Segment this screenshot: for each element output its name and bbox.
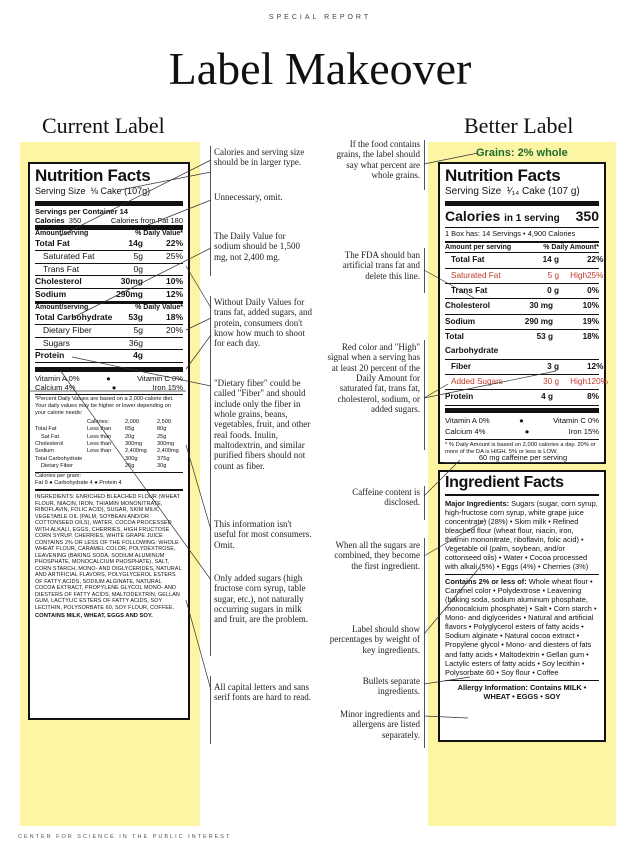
calories-value: 350 (575, 208, 599, 224)
nutrient-dv (161, 350, 183, 362)
iron: Iron 15% (568, 426, 599, 436)
minor-ingredients-text: Whole wheat flour • Caramel color • Polydextrose • Leavening (baking soda, sodium aluminum phosphate, monocalcium phosphate) • Salt • Corn starch • Mono- and diglycerides • Natural and artificial flavors • Polyglycerol esters of fatty acids • Sodium alginate • Natural cocoa extract • Propylene glycol • Mono- and diesters of fats and fatty acids • Maltodextrin • Gellan gum • Lactylic esters of fatty acids • Soy lecithin • Polysorbate 60 • Soy flour • Coffee (445, 577, 597, 677)
ingredient-facts-title: Ingredient Facts (445, 474, 564, 491)
nutrient-high (559, 360, 587, 374)
grains-badge: Grains: 2% whole (476, 147, 568, 159)
nutrient-amount: 30 g (543, 377, 559, 387)
nutrient-high (559, 253, 587, 267)
nutrient-name: Sugars (43, 337, 70, 348)
nutrient-row (445, 390, 599, 405)
better-label-heading: Better Label (464, 113, 574, 138)
dv-table-row (35, 426, 183, 433)
nutrient-dv: 22% (165, 238, 183, 249)
note-sodium-dv: The Daily Value for sodium should be 1,500 mg, not 2,400 mg. (214, 231, 301, 262)
calories-label: Calories (35, 215, 65, 225)
dv-table-cell: Less than (87, 448, 112, 455)
serving-size-value: ¹⁄₁₄ Cake (107 g) (506, 186, 580, 197)
dv-table-cell: 80g (157, 426, 167, 433)
nutrient-amount: 3 g (547, 361, 559, 371)
nutrient-row (35, 338, 183, 351)
nutrient-row (35, 238, 183, 251)
dv-table-cell: Less than (87, 441, 112, 448)
note-unnecessary: Unnecessary, omit. (214, 192, 283, 202)
nutrient-amount: 4 g (541, 392, 553, 402)
serving-size-value: ⅛ Cake (107g) (90, 186, 151, 196)
nutrient-high (553, 390, 581, 404)
dv-table-header (35, 419, 183, 426)
note-dietary-fiber: "Dietary fiber" could be called "Fiber" and should include only the fiber in whole grains, beans, vegetables, fruit, and other real foods. Inulin, maltodextrin, and similar purified fibers should not count as fiber. (214, 378, 311, 471)
calcium: Calcium 4% (35, 383, 76, 393)
dv-table-cell (35, 419, 87, 426)
nutrient-name: Total Fat (35, 238, 70, 249)
divider (424, 140, 425, 190)
nutrient-amount: 53g (128, 312, 143, 323)
calories-per-gram: Calories per gram: (35, 473, 82, 480)
dv-table-cell: 2,400mg (125, 448, 147, 455)
contains-statement: CONTAINS MILK, WHEAT, EGGS AND SOY. (35, 613, 153, 620)
nutrient-amount: 4g (133, 350, 143, 361)
divider (210, 676, 211, 744)
calcium: Calcium 4% (445, 426, 486, 436)
pct-daily-value: % Daily Value* (135, 229, 183, 237)
pct-daily-value: % Daily Value* (135, 303, 183, 311)
dv-table-cell: 2,500 (157, 419, 171, 426)
nutrient-dv: 20% (165, 324, 183, 335)
amount-per-serving: Amount/serving (35, 229, 89, 237)
nutrient-dv: 19% (582, 316, 599, 326)
note-capital-letters: All capital letters and sans serif fonts are hard to read. (214, 682, 311, 703)
calories-per-gram-values: Fat 9 ● Carbohydrate 4 ● Protein 4 (35, 479, 122, 486)
nutrient-row (35, 264, 183, 277)
nutrient-amount: 290mg (116, 289, 143, 300)
nutrient-amount: 14g (128, 238, 143, 249)
vitamin-c: Vitamin C 0% (553, 415, 599, 425)
better-nutrition-label: Nutrition Facts Serving Size ¹⁄₁₄ Cake (107 g) Calories in 1 serving 350 1 Box has: 14 Servings • 4,900 Calories Amount per serving % Daily Amount* Total Fat 14 g 22% Saturated Fat 5 g High 25% Trans Fat 0 g 0% Cholesterol 30 mg 10% Sodium 290 mg 19% Total Carbohydrate 53 g 18% Fiber 3 g 12% Added Sugars 30 g High 120% Protein 4 g 8% Vitamin A 0% ● Vitamin C 0% Calcium 4% ● Iron 15% * % Daily Amount is based on 2,000 calories a day. 20% or more of the DA is HIGH. 5% or less is LOW. (438, 162, 606, 464)
divider (210, 146, 211, 276)
nutrient-name: Trans Fat (451, 285, 488, 295)
servings-per-container: Servings per Container 14 (35, 206, 128, 216)
nutrient-amount: 14 g (542, 255, 559, 265)
dv-table-cell: 300mg (157, 441, 175, 448)
nutrient-name: Sodium (35, 289, 67, 300)
iron: Iron 15% (152, 383, 183, 393)
nutrient-row (445, 360, 604, 375)
nutrient-row (445, 253, 604, 268)
nutrient-row (35, 350, 183, 363)
nutrient-row (35, 276, 183, 289)
dv-table-cell: 2,400mg (157, 448, 179, 455)
current-nutrition-label: Nutrition Facts Serving Size ⅛ Cake (107g) Servings per Container 14 Calories 350 Calories from Fat 180 Amount/serving % Daily Value* Total Fat 14g 22% Saturated Fat 5g 25% Trans Fat 0g Cholesterol 30mg 10% Sodium 290mg 12% Amount/serving % Daily Value* Total Carbohydrate 53g 18% Dietary Fiber 5g 20% Sugars 36g Protein 4g Vitamin A 0% ● Vitamin C 0% Calcium 4% ● Iron 15% *Percent Daily Values are based on a 2,000-calorie diet. Your daily values may be higher or lower depending on your calorie needs: Calories: 2,000 2,500 Total Fat Less than 65g 80g Sat Fat Less than 20g 25g Cholesterol Less than 300mg 300mg Sodium Less than 2,400mg 2,400mg Total Carbohydrate 300g 375g Dietary Fiber 25g 30g Calories per gram: Fat 9 ● Carbohydrate 4 ● Protein 4 INGREDIENTS: ENRICHED BLEACHED FLOUR (WHEAT FLOUR, NIACIN, IRON, THIAMIN MONONITRATE, RIBOFLAVIN, FOLIC ACID), SUGAR, SKIM MILK, VEGETABLE OIL (PALM, SOYBEAN AND/OR COTTONSEED OILS), WATER, COCOA PROCESSED WITH ALKALI, EGGS, CHERRIES, HIGH FRUCTOSE CORN SYRUP, CHERRIES, WHITE GRAPE JUICE CONTAINS 2% OR LESS OF THE FOLLOWING: WHOLE WHEAT FLOUR, CARAMEL COLOR, POLYDEXTROSE, LEAVENING (BAKING SODA, SODIUM ALUMINUM PHOSPHATE, MONOCALCIUM PHOSPHATE), SALT, CORN STARCH, MONO- AND DIGLYCERIDES, NATURAL AND ARTIFICIAL FLAVORS, POLYGLYCEROL ESTERS OF FATTY ACIDS, SODIUM ALGINATE, NATURAL COCOA EXTRACT, PROPYLENE GLYCOL MONO- AND DIESTERS OF FATTY ACIDS, MALTODEXTRIN, GELLAN GUM, LACTYLIC ESTERS OF FATTY ACIDS, SOY LECITHIN, POLYSORBATE 60, SOY FLOUR, COFFEE. CONTAINS MILK, WHEAT, EGGS AND SOY. (28, 162, 190, 720)
dv-table-cell: 30g (157, 462, 167, 469)
nutrient-dv: 8% (587, 392, 599, 402)
calories-in-serving: in 1 serving (504, 213, 560, 224)
calories-value: 350 (68, 215, 82, 225)
dv-table-row (35, 434, 183, 441)
dv-table-cell: 2,000 (125, 419, 139, 426)
dv-table-cell: Total Fat (35, 426, 57, 433)
dv-table-cell: Calories: (87, 419, 110, 426)
note-percentages: Label should show percentages by weight of key ingredients. (329, 624, 420, 655)
nutrient-name: Total Fat (451, 255, 485, 265)
note-daily-values: Without Daily Values for trans fat, added sugars, and protein, consumers don't know how much to shoot for each day. (214, 297, 312, 349)
nutrient-name: Saturated Fat (43, 250, 95, 261)
note-omit-info: This information isn't useful for most consumers. Omit. (214, 519, 312, 550)
vitamin-a: Vitamin A 0% (35, 374, 80, 384)
nutrient-name: Cholesterol (35, 276, 82, 287)
nutrient-amount: 5g (133, 250, 143, 261)
dv-table-row (35, 456, 183, 463)
current-label-heading: Current Label (42, 113, 165, 138)
dv-table-cell: Dietary Fiber (41, 462, 74, 469)
note-red-high: Red color and "High" signal when a serving has at least 20 percent of the Daily Amount for saturated fat, trans fat, cholesterol, sodium, or added sugars. (327, 342, 420, 415)
nutrient-row (445, 315, 599, 330)
dv-footnote: *Percent Daily Values are based on a 2,000-calorie diet. Your daily values may be higher or lower depending on your calorie needs: (35, 396, 174, 417)
divider (210, 296, 211, 656)
nutrient-dv: 18% (165, 312, 183, 323)
dv-table-cell: 300mg (125, 441, 143, 448)
minor-ingredients-label: Contains 2% or less of: (445, 577, 527, 587)
nutrient-row (35, 251, 183, 264)
nutrient-amount: 290 mg (524, 316, 553, 326)
note-caffeine: Caffeine content is disclosed. (352, 487, 420, 508)
nutrient-name: Added Sugars (451, 377, 503, 387)
nutrient-high (553, 330, 581, 359)
nutrient-dv: 120% (587, 377, 608, 387)
vitamin-c: Vitamin C 0% (137, 374, 183, 384)
nutrient-name: Total Carbohydrate (35, 312, 113, 323)
divider (424, 538, 425, 748)
nutrient-high: High (570, 270, 587, 280)
nutrient-dv: 12% (587, 361, 604, 371)
dv-table-cell: 25g (125, 462, 135, 469)
note-calories-serving: Calories and serving size should be in larger type. (214, 147, 305, 168)
pct-daily-amount: % Daily Amount* (543, 243, 599, 251)
dv-table-cell: Sodium (35, 448, 54, 455)
nutrient-name: Trans Fat (43, 263, 80, 274)
nutrient-high (553, 299, 581, 313)
nutrient-name: Protein (445, 392, 474, 402)
note-added-sugars: Only added sugars (high fructose corn syrup, table sugar, etc.), not naturally occurring sugars in milk and fruit, are the problem. (214, 573, 308, 625)
nutrient-dv: 0% (587, 285, 599, 295)
major-ingredients-label: Major Ingredients: (445, 499, 510, 508)
allergy-label: Allergy Information: (457, 682, 528, 692)
nutrient-dv: 10% (582, 301, 599, 311)
nutrient-dv: 10% (165, 276, 183, 287)
nutrient-dv: 25% (587, 270, 604, 280)
nutrient-dv (161, 264, 183, 276)
nutrient-row (445, 299, 599, 314)
box-has: 1 Box has: 14 Servings • 4,900 Calories (445, 229, 576, 238)
nutrient-row (35, 325, 183, 338)
nutrient-name: Saturated Fat (451, 270, 501, 280)
nutrient-row (35, 289, 183, 302)
caffeine-line: 60 mg caffeine per serving (444, 453, 602, 463)
nutrient-row (35, 312, 183, 325)
dv-table-cell: Cholesterol (35, 441, 64, 448)
nutrient-dv (161, 338, 183, 350)
daily-amount-footnote: * % Daily Amount is based on 2,000 calories a day. 20% or more of the DA is HIGH. 5% or less is LOW. (445, 441, 596, 456)
note-minor-allergens: Minor ingredients and allergens are listed separately. (340, 709, 420, 740)
page-title: Label Makeover (168, 43, 472, 94)
note-bullets: Bullets separate ingredients. (362, 676, 420, 697)
nutrient-high (559, 284, 587, 298)
dv-table-cell: 25g (157, 433, 167, 440)
divider (424, 340, 425, 450)
ingredients-text: INGREDIENTS: ENRICHED BLEACHED FLOUR (WHEAT FLOUR, NIACIN, IRON, THIAMIN MONONITRATE, RIBOFLAVIN, FOLIC ACID), SUGAR, SKIM MILK, VEGETABLE OIL (PALM, SOYBEAN AND/OR COTTONSEED OILS), WATER, COCOA PROCESSED WITH ALKALI, EGGS, CHERRIES, HIGH FRUCTOSE CORN SYRUP, CHERRIES, WHITE GRAPE JUICE CONTAINS 2% OR LESS OF THE FOLLOWING: WHOLE WHEAT FLOUR, CARAMEL COLOR, POLYDEXTROSE, LEAVENING (BAKING SODA, SODIUM ALUMINUM PHOSPHATE, MONOCALCIUM PHOSPHATE), SALT, CORN STARCH, MONO- AND DIGLYCERIDES, NATURAL AND ARTIFICIAL FLAVORS, POLYGLYCEROL ESTERS OF FATTY ACIDS, SODIUM ALGINATE, NATURAL COCOA EXTRACT, PROPYLENE GLYCOL MONO- AND DIESTERS OF FATTY ACIDS, MALTODEXTRIN, GELLAN GUM, LACTYLIC ESTERS OF FATTY ACIDS, SOY LECITHIN, POLYSORBATE 60, SOY FLOUR, COFFEE. (35, 494, 182, 611)
allergy-text: Contains MILK • WHEAT • EGGS • SOY (483, 682, 587, 702)
note-whole-grains: If the food contains grains, the label should say what percent are whole grains. (336, 139, 420, 181)
serving-size-label: Serving Size (35, 186, 86, 196)
nutrition-facts-title: Nutrition Facts (35, 166, 151, 185)
nutrient-row (445, 330, 599, 360)
divider (424, 486, 425, 520)
nutrient-amount: 30mg (120, 276, 143, 287)
nutrient-name: Sodium (445, 316, 476, 326)
calories-from-fat: Calories from Fat 180 (110, 215, 183, 225)
dv-table-row (35, 448, 183, 455)
amount-per-serving: Amount per serving (445, 243, 512, 251)
nutrient-amount: 30 mg (529, 301, 553, 311)
nutrient-amount: 36g (128, 337, 143, 348)
nutrient-dv: 12% (165, 289, 183, 300)
dv-table-row (35, 441, 183, 448)
nutrient-amount: 5 g (547, 270, 559, 280)
nutrient-dv: 22% (587, 255, 604, 265)
note-trans-fat: The FDA should ban artificial trans fat and delete this line. (342, 250, 420, 281)
nutrient-high (553, 315, 581, 329)
nutrient-amount: 0 g (547, 285, 559, 295)
nutrient-name: Fiber (451, 361, 472, 371)
nutrient-row (445, 284, 599, 299)
calories-label: Calories (445, 208, 501, 224)
kicker: SPECIAL REPORT (268, 14, 372, 21)
dv-table-row (35, 463, 183, 470)
serving-size-label: Serving Size (445, 186, 502, 197)
dv-table-cell (87, 463, 125, 470)
divider (424, 248, 425, 293)
nutrient-row (445, 375, 608, 390)
amount-per-serving: Amount/serving (35, 303, 89, 311)
dv-table-cell: Less than (87, 433, 112, 440)
nutrient-name: Cholesterol (445, 301, 491, 311)
nutrient-amount: 53 g (536, 331, 553, 341)
dv-table-cell: Sat Fat (41, 433, 60, 440)
nutrient-amount: 0g (133, 263, 143, 274)
nutrient-amount: 5g (133, 324, 143, 335)
nutrient-name: Dietary Fiber (43, 324, 92, 335)
nutrient-row (445, 269, 604, 284)
dv-table-cell: 300g (125, 455, 138, 462)
nutrient-dv: 18% (582, 331, 599, 341)
dv-table-cell: 20g (125, 433, 135, 440)
vitamin-a: Vitamin A 0% (445, 415, 490, 425)
nutrient-high: High (570, 377, 587, 387)
note-sugars-combined: When all the sugars are combined, they become the first ingredient. (334, 540, 420, 571)
nutrient-name: Total Carbohydrate (445, 331, 499, 356)
dv-table-cell: Less than (87, 426, 112, 433)
footer-credit: CENTER FOR SCIENCE IN THE PUBLIC INTEREST (18, 834, 232, 840)
dv-table-cell: 65g (125, 426, 135, 433)
dv-table-cell (87, 456, 125, 463)
dv-table-cell: Total Carbohydrate (35, 455, 83, 462)
major-ingredients-text: Sugars (sugar, corn syrup, high-fructose corn syrup, white grape juice concentrate) (28%) • Skim milk • Refined bleached flour (wheat flour, niacin, iron, thiamin mononitrate, riboflavin, folic acid) • Vegetable oil (palm, soybean, and/or cottonseed oils) • Water • Cocoa processed with alkali (5%) • Eggs (4%) • Cherries (3%) (445, 499, 598, 572)
nutrient-dv: 25% (165, 250, 183, 261)
nutrition-facts-title: Nutrition Facts (445, 166, 561, 185)
ingredient-facts-box (438, 470, 606, 742)
dv-table-cell: 375g (157, 455, 170, 462)
nutrient-name: Protein (35, 350, 65, 361)
